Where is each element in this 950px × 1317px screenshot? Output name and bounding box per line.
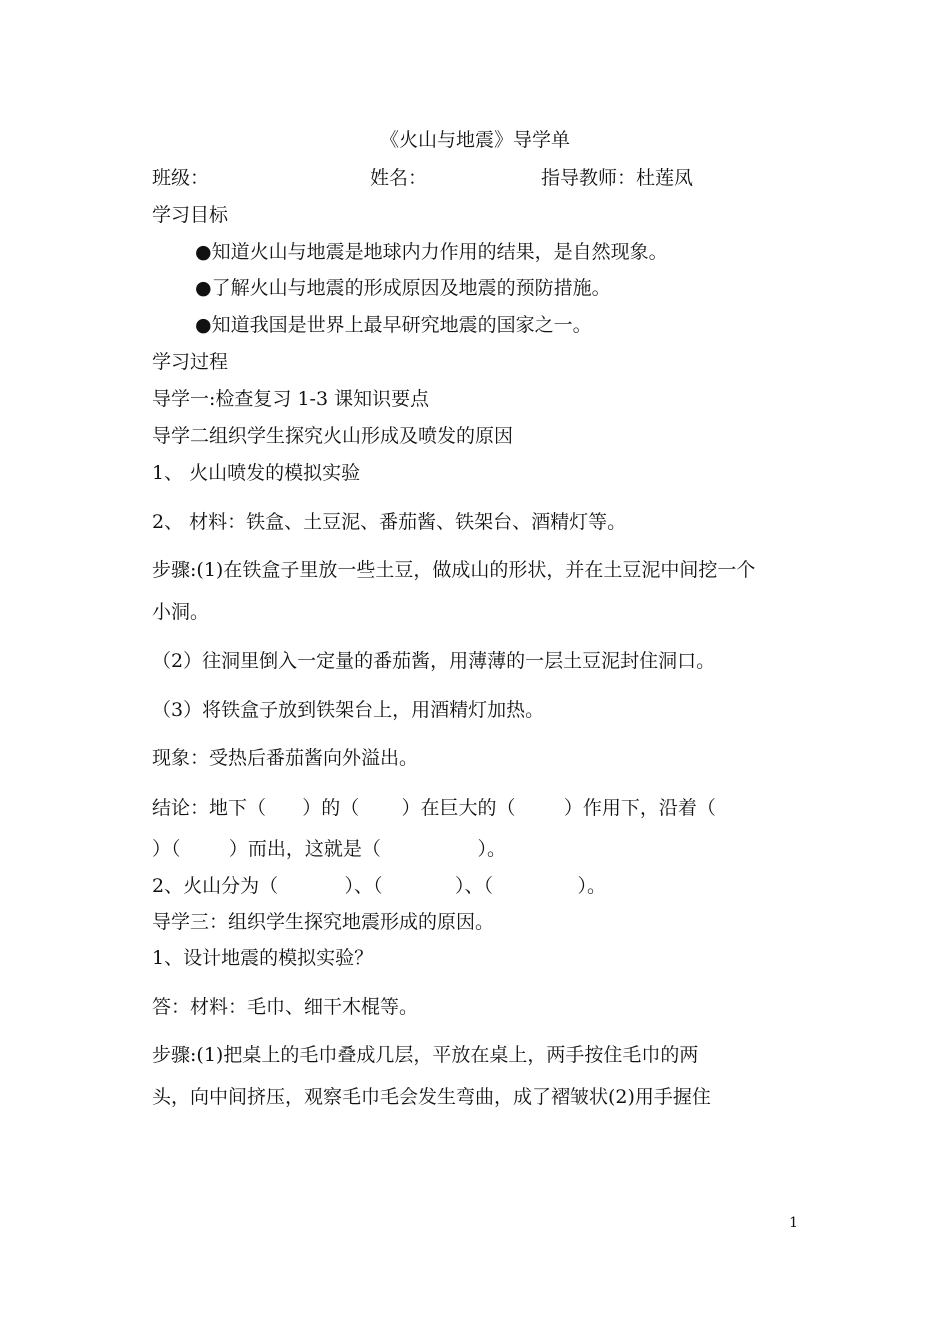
- document-title: 《火山与地震》导学单: [379, 129, 570, 151]
- text-line: 2、 材料：铁盒、土豆泥、番茄酱、铁架台、酒精灯等。: [152, 511, 627, 533]
- text-line: 现象：受热后番茄酱向外溢出。: [152, 747, 419, 769]
- process-heading: 学习过程: [152, 351, 229, 373]
- page-number: 1: [789, 1215, 798, 1231]
- text-line: ）（ ）而出，这就是（ ）。: [152, 838, 506, 860]
- text-line: （3）将铁盒子放到铁架台上，用酒精灯加热。: [152, 699, 545, 721]
- text-line: 结论：地下（ ）的（ ）在巨大的（ ）作用下，沿着（: [152, 797, 716, 819]
- text-line: 步骤:(1)把桌上的毛巾叠成几层，平放在桌上，两手按住毛巾的两: [152, 1044, 699, 1066]
- text-line: 1、设计地震的模拟实验？: [152, 947, 374, 969]
- text-line: 导学二组织学生探究火山形成及喷发的原因: [152, 425, 514, 447]
- text-line: 答：材料：毛巾、细干木棍等。: [152, 996, 419, 1018]
- objective-item: ●知道我国是世界上最早研究地震的国家之一。: [195, 314, 592, 336]
- teacher-label: 指导教师：杜莲凤: [541, 167, 694, 189]
- text-line: 头，向中间挤压，观察毛巾毛会发生弯曲，成了褶皱状(2)用手握住: [152, 1086, 711, 1108]
- objective-item: ●了解火山与地震的形成原因及地震的预防措施。: [195, 277, 611, 299]
- text-line: 小洞。: [152, 601, 210, 623]
- text-line: 导学一:检查复习 1-3 课知识要点: [152, 388, 430, 410]
- name-label: 姓名：: [370, 167, 428, 189]
- text-line: （2）往洞里倒入一定量的番茄酱，用薄薄的一层土豆泥封住洞口。: [152, 650, 716, 672]
- text-line: 步骤:(1)在铁盒子里放一些土豆，做成山的形状，并在土豆泥中间挖一个: [152, 559, 756, 581]
- class-label: 班级：: [152, 167, 210, 189]
- text-line: 1、 火山喷发的模拟实验: [152, 462, 361, 484]
- objective-item: ●知道火山与地震是地球内力作用的结果，是自然现象。: [195, 241, 668, 263]
- text-line: 2、火山分为（ ）、（ ）、（ ）。: [152, 875, 607, 897]
- objectives-heading: 学习目标: [152, 204, 229, 226]
- text-line: 导学三：组织学生探究地震形成的原因。: [152, 911, 495, 933]
